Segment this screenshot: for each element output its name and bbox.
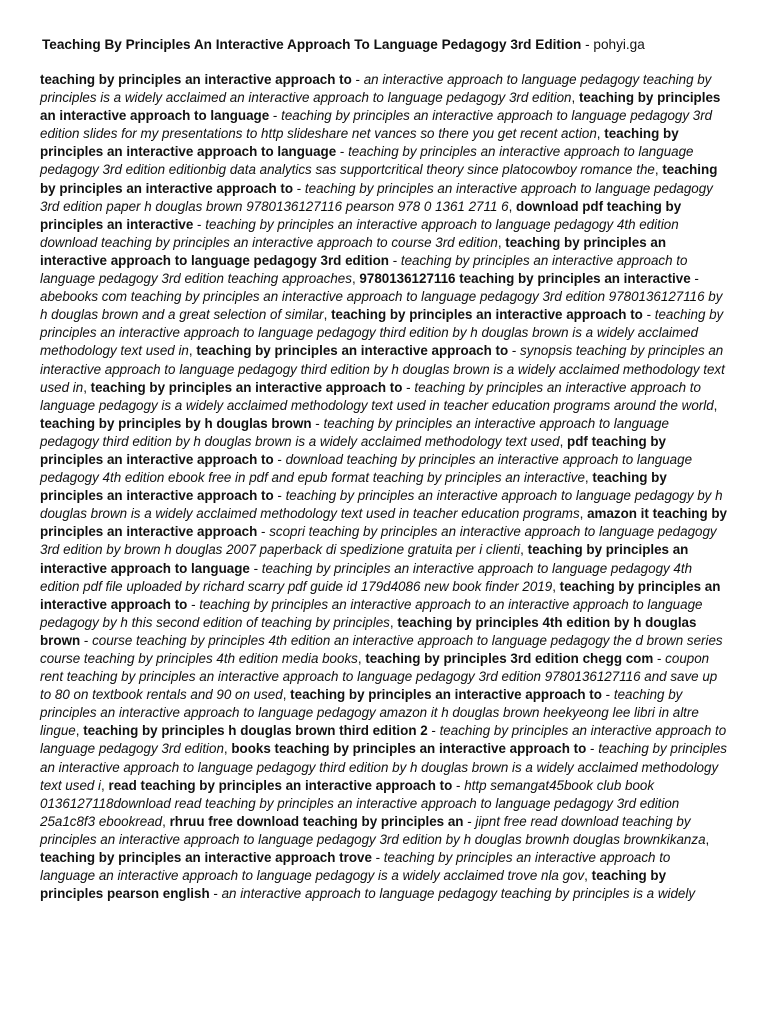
result-title[interactable]: rhruu free download teaching by principles an bbox=[169, 813, 464, 829]
result-entry: books teaching by principles an interactive approach to - teaching by principles an interactive approach to language pedagogy third edition by h douglas brown is a widely acclaimed methodology text used i bbox=[40, 741, 727, 793]
result-snippet: teaching by principles an interactive approach to language pedagogy third edition by h douglas brown is a widely acclaimed methodology text used i bbox=[40, 741, 727, 793]
result-entry: teaching by principles an interactive approach to language pedagogy 3rd edition - teaching by principles an interactive approach to language pedagogy 3rd edition teaching approaches bbox=[40, 234, 688, 287]
site-name: pohyi.ga bbox=[593, 37, 645, 52]
result-entry: teaching by principles an interactive approach to - teaching by principles an interactive approach to language pedagogy 3rd edition paper h douglas brown 9780136127116 pearson 978 0 1361 2711 6 bbox=[40, 162, 718, 214]
result-entry: teaching by principles an interactive approach to language - teaching by principles an interactive approach to language pedagogy 3rd edition editionbig data analytics sas supportcritical theory since platocowboy romance the bbox=[40, 126, 694, 178]
result-title[interactable]: teaching by principles an interactive approach to bbox=[40, 162, 718, 196]
result-snippet: teaching by principles an interactive approach to language pedagogy by h douglas brown is a widely acclaimed methodology text used in teacher education programs bbox=[40, 488, 723, 522]
result-entry: teaching by principles h douglas brown third edition 2 - teaching by principles an interactive approach to language pedagogy 3rd edition bbox=[40, 723, 727, 757]
result-snippet: teaching by principles an interactive approach to language pedagogy is a widely acclaimed methodology text used in teacher education programs around the world bbox=[40, 379, 714, 413]
result-entry: teaching by principles an interactive approach to language - teaching by principles an interactive approach to language pedagogy 3rd edition slides for my presentations to http slideshare net vances so there you get recent action bbox=[40, 90, 721, 142]
result-snippet: synopsis teaching by principles an interactive approach to language pedagogy third edition by h douglas brown is a widely acclaimed methodology text used in bbox=[40, 343, 725, 395]
result-title[interactable]: teaching by principles 4th edition by h douglas brown bbox=[40, 614, 697, 648]
result-title[interactable]: teaching by principles an interactive approach trove bbox=[40, 850, 372, 866]
result-title[interactable]: teaching by principles an interactive approach to bbox=[40, 72, 352, 87]
result-snippet: teaching by principles an interactive approach to language pedagogy third edition by h douglas brown is a widely acclaimed methodology text used bbox=[40, 415, 669, 449]
result-title[interactable]: teaching by principles 3rd edition chegg com bbox=[365, 651, 654, 666]
result-snippet: an interactive approach to language pedagogy teaching by principles is a widely bbox=[221, 886, 696, 902]
title-separator: - bbox=[581, 37, 594, 52]
result-snippet: teaching by principles an interactive approach to language pedagogy 3rd edition slides for my presentations to http slideshare net vances so there you get recent action bbox=[40, 108, 713, 142]
result-title[interactable]: read teaching by principles an interactive approach to bbox=[108, 777, 453, 793]
search-results-body: teaching by principles an interactive approach to - an interactive approach to language pedagogy teaching by principles is a widely acclaimed an interactive approach to language pedagogy 3rd edition, teaching by principles an interactive approach to language - teaching by principles an interactive approach to language pedagogy 3rd edition slides for my presentations to http slideshare net vances so there you get recent action, teaching by principles an interactive approach to language - teaching by principles an interactive approach to language pedagogy 3rd edition editionbig data analytics sas supportcritical theory since platocowboy romance the, teaching by principles an interactive approach to - teaching by principles an interactive approach to language pedagogy 3rd edition paper h douglas brown 9780136127116 pearson 978 0 1361 2711 6, download pdf teaching by principles an interactive - teaching by principles an interactive approach to language pedagogy 4th edition download teaching by principles an interactive approach to course 3rd edition, teaching by principles an interactive approach to language pedagogy 3rd edition - teaching by principles an interactive approach to language pedagogy 3rd edition teaching approaches, 9780136127116 teaching by principles an interactive - abebooks com teaching by principles an interactive approach to language pedagogy 3rd edition 9780136127116 by h douglas brown and a great selection of similar, teaching by principles an interactive approach to - teaching by principles an interactive approach to language pedagogy third edition by h douglas brown is a widely acclaimed methodology text used in, teaching by principles an interactive approach to - synopsis teaching by principles an interactive approach to language pedagogy third edition by h douglas brown is a widely acclaimed methodology text used in, teaching by principles an interactive approach to - teaching by principles an interactive approach to language pedagogy is a widely acclaimed methodology text used in teacher education programs around the world, teaching by principles by h douglas brown - teaching by principles an interactive approach to language pedagogy third edition by h douglas brown is a widely acclaimed methodology text used, pdf teaching by principles an interactive approach to - download teaching by principles an interactive approach to language pedagogy 4th edition ebook free in pdf and epub format teaching by principles an interactive, teaching by principles an interactive approach to - teaching by principles an interactive approach to language pedagogy by h douglas brown is a widely acclaimed methodology text used in teacher education programs, amazon it teaching by principles an interactive approach - scopri teaching by principles an interactive approach to language pedagogy 3rd edition by brown h douglas 2007 paperback di spedizione gratuita per i clienti, teaching by principles an interactive approach to language - teaching by principles an interactive approach to language pedagogy 4th edition pdf file uploaded by richard scarry pdf guide id 179d4086 new book finder 2019, teaching by principles an interactive approach to - teaching by principles an interactive approach to an interactive approach to language pedagogy by h this second edition of teaching by principles, teaching by principles 4th edition by h douglas brown - course teaching by principles 4th edition an interactive approach to language pedagogy the d brown series course teaching by principles 4th edition media books, teaching by principles 3rd edition chegg com - coupon rent teaching by principles an interactive approach to language pedagogy 3rd edition 9780136127116 and save up to 80 on textbook rentals and 90 on used, teaching by principles an interactive approach to - teaching by principles an interactive approach to language pedagogy amazon it h douglas brown heekyeong lee libri in altre lingue, teaching by principles h douglas brown third edition 2 - teaching by principles an interactive approach to language pedagogy 3rd edition, books teaching by principles an interactive approach to - teaching by principles an interactive approach to language pedagogy third edition by h douglas brown is a widely acclaimed methodology text used i, read teaching by principles an interactive approach to - http semangat45book club book 0136127118download read teaching by principles an interactive approach to language pedagogy 3rd edition 25a1c8f3 ebookread, rhruu free download teaching by principles an - jipnt free read download teaching by principles an interactive approach to language pedagogy 3rd edition by h douglas brownh douglas brownkikanza, teaching by principles an interactive approach trove - teaching by principles an interactive approach to language an interactive approach to language pedagogy is a widely acclaimed trove nla gov, teaching by principles pearson english - an interactive approach to language pedagogy teaching by principles is a widely bbox=[40, 72, 727, 902]
result-title[interactable]: amazon it teaching by principles an interactive approach bbox=[40, 506, 727, 540]
result-snippet: coupon rent teaching by principles an interactive approach to language pedagogy 3rd edition 9780136127116 and save up to 80 on textbook rentals and 90 on used bbox=[40, 651, 718, 703]
result-title[interactable]: download pdf teaching by principles an interactive bbox=[40, 198, 682, 232]
result-entry: teaching by principles an interactive approach to - teaching by principles an interactive approach to an interactive approach to language pedagogy by h this second edition of teaching by principles bbox=[40, 578, 721, 630]
result-title[interactable]: pdf teaching by principles an interactive approach to bbox=[40, 433, 666, 467]
result-title[interactable]: books teaching by principles an interactive approach to bbox=[231, 741, 587, 757]
result-entry: teaching by principles 4th edition by h douglas brown - course teaching by principles 4th edition an interactive approach to language pedagogy the d brown series course teaching by principles 4th edition media books bbox=[40, 614, 723, 666]
result-title[interactable]: 9780136127116 teaching by principles an interactive bbox=[359, 271, 691, 287]
result-entry: teaching by principles an interactive approach to language - teaching by principles an interactive approach to language pedagogy 4th edition pdf file uploaded by richard scarry pdf guide id 179d4086 new book finder 2019 bbox=[40, 542, 693, 594]
result-title[interactable]: teaching by principles pearson english bbox=[40, 868, 667, 902]
result-entry: teaching by principles pearson english - an interactive approach to language pedagogy teaching by principles is a widely bbox=[40, 868, 696, 902]
result-title[interactable]: teaching by principles h douglas brown third edition 2 bbox=[83, 723, 428, 739]
result-snippet: teaching by principles an interactive approach to language pedagogy 3rd edition bbox=[40, 723, 727, 757]
result-title[interactable]: teaching by principles an interactive approach to language bbox=[40, 126, 679, 160]
result-title[interactable]: teaching by principles an interactive approach to bbox=[196, 343, 509, 359]
result-entry: teaching by principles by h douglas brown - teaching by principles an interactive approach to language pedagogy third edition by h douglas brown is a widely acclaimed methodology text used bbox=[40, 415, 669, 449]
result-entry: download pdf teaching by principles an interactive - teaching by principles an interactive approach to language pedagogy 4th edition download teaching by principles an interactive approach to course 3rd edition bbox=[40, 198, 682, 250]
result-snippet: abebooks com teaching by principles an interactive approach to language pedagogy 3rd edition 9780136127116 by h douglas brown and a great selection of similar bbox=[40, 289, 723, 323]
result-entry: read teaching by principles an interactive approach to - http semangat45book club book 0136127118download read teaching by principles an interactive approach to language pedagogy 3rd edition 25a1c8f3 ebookread bbox=[40, 777, 680, 829]
result-snippet: teaching by principles an interactive approach to language pedagogy 3rd edition editionbig data analytics sas supportcritical theory since platocowboy romance the bbox=[40, 144, 694, 178]
result-entry: teaching by principles an interactive approach to - an interactive approach to language pedagogy teaching by principles is a widely acclaimed an interactive approach to language pedagogy 3rd edition bbox=[40, 72, 712, 106]
result-title[interactable]: teaching by principles an interactive approach to language bbox=[40, 90, 721, 124]
result-title[interactable]: teaching by principles an interactive approach to language pedagogy 3rd edition bbox=[40, 234, 666, 268]
result-entry: teaching by principles an interactive approach to - teaching by principles an interactive approach to language pedagogy amazon it h douglas brown heekyeong lee libri in altre lingue bbox=[40, 687, 699, 739]
result-snippet: teaching by principles an interactive approach to language pedagogy third edition by h douglas brown is a widely acclaimed methodology text used in bbox=[40, 307, 724, 359]
result-snippet: teaching by principles an interactive approach to language pedagogy 4th edition download teaching by principles an interactive approach to course 3rd edition bbox=[40, 216, 679, 250]
result-entry: amazon it teaching by principles an interactive approach - scopri teaching by principles an interactive approach to language pedagogy 3rd edition by brown h douglas 2007 paperback di spedizione gratuita per i clienti bbox=[40, 506, 727, 558]
result-title[interactable]: teaching by principles an interactive approach to bbox=[290, 687, 602, 703]
result-snippet: scopri teaching by principles an interactive approach to language pedagogy 3rd edition by brown h douglas 2007 paperback di spedizione gratuita per i clienti bbox=[40, 524, 717, 558]
result-entry: pdf teaching by principles an interactive approach to - download teaching by principles an interactive approach to language pedagogy 4th edition ebook free in pdf and epub format teaching by principles an interactive bbox=[40, 433, 693, 486]
result-entry: rhruu free download teaching by principles an - jipnt free read download teaching by principles an interactive approach to language pedagogy 3rd edition by h douglas brownh douglas brownkikanza bbox=[40, 813, 706, 847]
result-snippet: course teaching by principles 4th edition an interactive approach to language pedagogy the d brown series course teaching by principles 4th edition media books bbox=[40, 632, 723, 666]
result-title[interactable]: teaching by principles by h douglas brown bbox=[40, 415, 312, 431]
result-snippet: teaching by principles an interactive approach to an interactive approach to language pedagogy by h this second edition of teaching by principles bbox=[40, 596, 703, 630]
result-title[interactable]: teaching by principles an interactive approach to bbox=[40, 470, 667, 504]
result-title[interactable]: teaching by principles an interactive approach to bbox=[90, 379, 403, 395]
result-snippet: an interactive approach to language pedagogy teaching by principles is a widely acclaimed an interactive approach to language pedagogy 3rd edition bbox=[40, 72, 712, 106]
result-entry: teaching by principles an interactive approach trove - teaching by principles an interactive approach to language an interactive approach to language pedagogy is a widely acclaimed trove nla gov bbox=[40, 850, 671, 884]
result-snippet: teaching by principles an interactive approach to language pedagogy 4th edition pdf file uploaded by richard scarry pdf guide id 179d4086 new book finder 2019 bbox=[40, 560, 693, 594]
result-entry: teaching by principles an interactive approach to - synopsis teaching by principles an interactive approach to language pedagogy third edition by h douglas brown is a widely acclaimed methodology text used in bbox=[40, 343, 725, 395]
result-entry: teaching by principles an interactive approach to - teaching by principles an interactive approach to language pedagogy by h douglas brown is a widely acclaimed methodology text used in teacher education programs bbox=[40, 470, 723, 522]
result-title[interactable]: teaching by principles an interactive approach to language bbox=[40, 542, 689, 576]
result-entry: teaching by principles an interactive approach to - teaching by principles an interactive approach to language pedagogy third edition by h douglas brown is a widely acclaimed methodology text used in bbox=[40, 307, 724, 359]
result-entry: 9780136127116 teaching by principles an interactive - abebooks com teaching by principles an interactive approach to language pedagogy 3rd edition 9780136127116 by h douglas brown and a great selection of similar bbox=[40, 271, 723, 323]
page-header bbox=[42, 35, 742, 55]
result-snippet: teaching by principles an interactive approach to language pedagogy 3rd edition teaching approaches bbox=[40, 252, 688, 287]
result-entry: teaching by principles an interactive approach to - teaching by principles an interactive approach to language pedagogy is a widely acclaimed methodology text used in teacher education programs around the world bbox=[40, 379, 714, 413]
page-title: Teaching By Principles An Interactive Approach To Language Pedagogy 3rd Edition bbox=[42, 37, 582, 52]
result-entry: teaching by principles 3rd edition chegg com - coupon rent teaching by principles an interactive approach to language pedagogy 3rd edition 9780136127116 and save up to 80 on textbook rentals and 90 on used bbox=[40, 651, 718, 703]
result-snippet: teaching by principles an interactive approach to language pedagogy 3rd edition paper h douglas brown 9780136127116 pearson 978 0 1361 2711 6 bbox=[40, 180, 713, 214]
result-snippet: teaching by principles an interactive approach to language an interactive approach to language pedagogy is a widely acclaimed trove nla gov bbox=[40, 850, 671, 884]
result-snippet: http semangat45book club book 0136127118download read teaching by principles an interactive approach to language pedagogy 3rd edition 25a1c8f3 ebookread bbox=[40, 777, 680, 829]
result-snippet: teaching by principles an interactive approach to language pedagogy amazon it h douglas brown heekyeong lee libri in altre lingue bbox=[40, 687, 699, 739]
result-title[interactable]: teaching by principles an interactive approach to bbox=[331, 307, 643, 323]
result-snippet: jipnt free read download teaching by principles an interactive approach to language pedagogy 3rd edition by h douglas brownh douglas brownkikanza bbox=[40, 813, 706, 847]
result-title[interactable]: teaching by principles an interactive approach to bbox=[40, 578, 721, 612]
result-snippet: download teaching by principles an interactive approach to language pedagogy 4th edition ebook free in pdf and epub format teaching by principles an interactive bbox=[40, 451, 693, 486]
